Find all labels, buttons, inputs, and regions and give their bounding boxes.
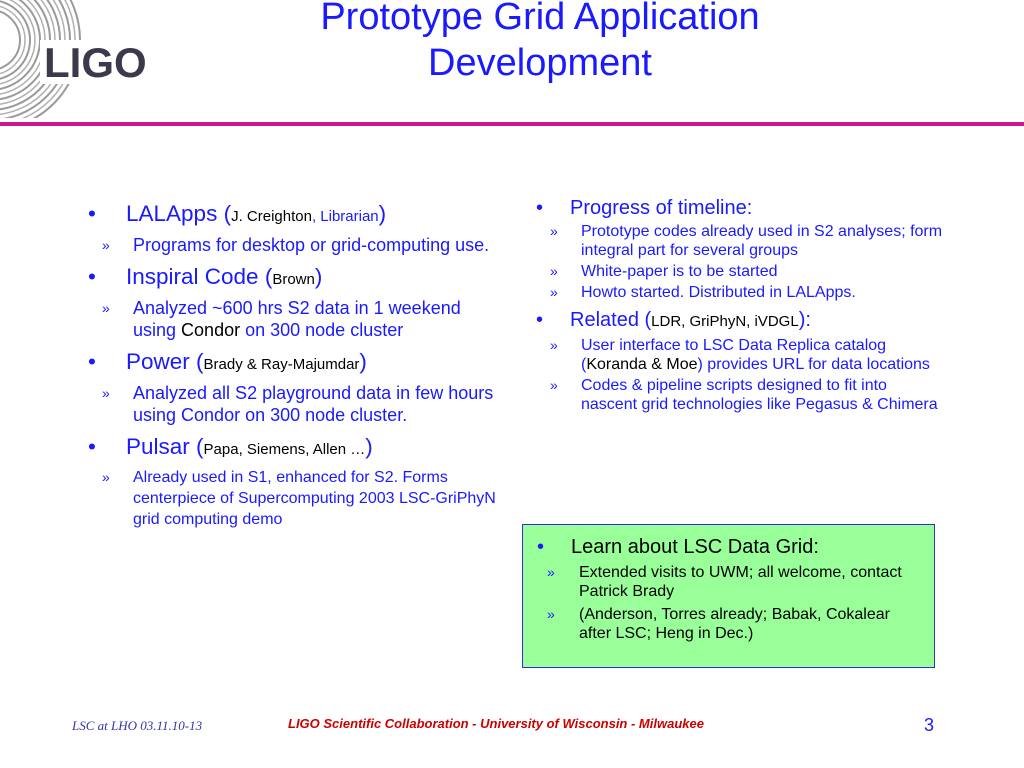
- sub-bullet-marker: »: [102, 300, 110, 316]
- bullet-lalapps: • LALApps (J. Creighton, Librarian): [88, 201, 387, 226]
- sub-bullet: » Codes & pipeline scripts designed to fit into nascent grid technologies like Pegasus & Chimera: [550, 377, 938, 413]
- logo-text: LIGO: [44, 39, 147, 86]
- sub-bullet: » User interface to LSC Data Replica catalog (Koranda & Moe) provides URL for data locations: [550, 337, 930, 373]
- sub-bullet-marker: »: [550, 263, 558, 279]
- bullet-dot: •: [88, 201, 96, 226]
- bullet-dot: •: [88, 434, 96, 459]
- header-divider: [0, 122, 1024, 126]
- bullet-related: • Related (LDR, GriPhyN, iVDGL):: [536, 309, 811, 331]
- title-line-1: Prototype Grid Application: [320, 0, 760, 38]
- sub-bullet: » Howto started. Distributed in LALApps.: [550, 284, 856, 301]
- title-line-2: Development: [428, 42, 652, 84]
- footer-collaboration: LIGO Scientific Collaboration - University of Wisconsin - Milwaukee: [288, 716, 704, 731]
- bullet-dot: •: [537, 536, 545, 558]
- sub-bullet: » Prototype codes already used in S2 analyses; form integral part for several groups: [550, 223, 943, 259]
- bullet-learn: • Learn about LSC Data Grid:: [537, 536, 819, 558]
- sub-bullet: » Analyzed all S2 playground data in few hours using Condor on 300 node cluster.: [102, 383, 494, 425]
- sub-bullet: » Already used in S1, enhanced for S2. Forms centerpiece of Supercomputing 2003 LSC-GriPhyN grid computing demo: [102, 469, 496, 528]
- sub-bullet: » (Anderson, Torres already; Babak, Cokalear after LSC; Heng in Dec.): [547, 606, 890, 642]
- bullet-progress: • Progress of timeline:: [536, 197, 753, 219]
- sub-bullet: » Extended visits to UWM; all welcome, contact Patrick Brady: [547, 564, 902, 600]
- slide-title: [250, 0, 830, 86]
- bullet-pulsar: • Pulsar (Papa, Siemens, Allen …): [88, 434, 373, 459]
- bullet-inspiral: • Inspiral Code (Brown): [88, 264, 323, 289]
- bullet-dot: •: [536, 309, 544, 331]
- sub-bullet-marker: »: [550, 284, 558, 300]
- sub-bullet-marker: »: [102, 469, 110, 485]
- bullet-power: • Power (Brady & Ray-Majumdar): [88, 349, 367, 374]
- footer-event: LSC at LHO 03.11.10-13: [72, 718, 203, 733]
- sub-bullet-marker: »: [547, 564, 555, 580]
- sub-bullet-marker: »: [102, 385, 110, 401]
- sub-bullet-marker: »: [550, 377, 558, 393]
- page-number: 3: [924, 715, 935, 735]
- right-column: [536, 190, 946, 414]
- left-column: [88, 193, 498, 530]
- bullet-dot: •: [88, 264, 96, 289]
- sub-bullet-marker: »: [550, 223, 558, 239]
- ligo-logo: [0, 0, 170, 118]
- bullet-dot: •: [536, 197, 544, 219]
- sub-bullet-marker: »: [102, 237, 110, 253]
- sub-bullet: » White-paper is to be started: [550, 263, 778, 280]
- sub-bullet: » Programs for desktop or grid-computing use.: [102, 235, 490, 255]
- sub-bullet-marker: »: [547, 606, 555, 622]
- sub-bullet: » Analyzed ~600 hrs S2 data in 1 weekend using Condor on 300 node cluster: [102, 298, 461, 340]
- bullet-dot: •: [88, 349, 96, 374]
- sub-bullet-marker: »: [550, 337, 558, 353]
- data-grid-callout: [522, 524, 935, 668]
